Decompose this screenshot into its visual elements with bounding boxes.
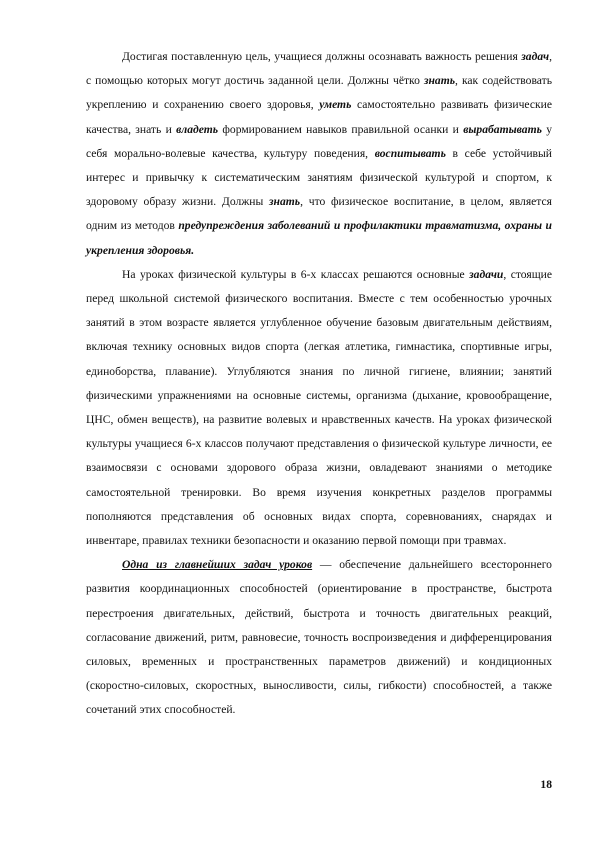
text-run: Достигая поставленную цель, учащиеся должны осознавать важность решения bbox=[122, 50, 522, 63]
text-run: , с помощью которых могут достичь заданной цели. Должны чётко bbox=[86, 50, 552, 88]
emphasized-text: владеть bbox=[176, 122, 219, 136]
paragraph bbox=[86, 45, 552, 263]
emphasized-text: вырабатывать bbox=[463, 122, 542, 136]
emphasized-text: воспитывать bbox=[374, 146, 446, 160]
emphasized-text: Одна из главнейших задач уроков bbox=[122, 558, 313, 572]
text-run: , как содействовать укреплению и сохранению своего здоровья, bbox=[86, 74, 552, 112]
text-run: , стоящие перед школьной системой физического воспитания. Вместе с тем особенностью урочных занятий в этом возрасте является углубленное обучение базовым двигательным действиям, включая технику основных видов спорта (легкая атлетика, гимнастика, спортивные игры, единоборства, плавание). Углубляются знания по личной гигиене, влиянии; занятий физическими упражнениями на основные системы, организма (дыхание, кровообращение, ЦНС, обмен веществ), на развитие волевых и нравственных качеств. На уроках физической культуры учащиеся 6-х классов получают представления о физической культуре личности, ее взаимосвязи с основами здорового образа жизни, овладевают знаниями о методике самостоятельной тренировки. Во время изучения конкретных разделов программы пополняются представления об основных видах спорта, соревнованиях, снарядах и инвентаре, правилах техники безопасности и оказанию первой помощи при травмах. bbox=[86, 267, 552, 548]
emphasized-text: знать bbox=[423, 74, 456, 88]
text-run: формированием навыков правильной осанки и bbox=[218, 122, 464, 136]
page-number: 18 bbox=[540, 778, 552, 791]
emphasized-text: знать bbox=[269, 195, 301, 209]
text-run: у себя морально-волевые качества, культуру поведения, bbox=[86, 122, 552, 160]
emphasized-text: задачи bbox=[469, 267, 504, 281]
paragraph bbox=[86, 553, 552, 722]
text-run: в себе устойчивый интерес и привычку к систематическим занятиям физической культурой и спортом, к здоровому образу жизни. Должны bbox=[86, 146, 553, 209]
emphasized-text: задач bbox=[521, 50, 550, 63]
text-run: самостоятельно развивать физические качества, знать и bbox=[86, 98, 552, 136]
emphasized-text: предупреждения заболеваний и профилактики травматизма, охраны и укрепления здоровья. bbox=[86, 219, 552, 257]
emphasized-text: уметь bbox=[319, 98, 352, 112]
paragraph bbox=[86, 263, 552, 553]
body-text bbox=[86, 45, 552, 723]
text-run: , что физическое воспитание, в целом, является одним из методов bbox=[86, 195, 552, 233]
text-run: На уроках физической культуры в 6-х классах решаются основные bbox=[122, 267, 470, 281]
text-run: — обеспечение дальнейшего всестороннего развития координационных способностей (ориентирование в пространстве, быстрота перестроения двигательных, действий, быстрота и точность двигательных реакций, согласование движений, ритм, равновесие, точность воспроизведения и дифференцирования силовых, временных и пространственных параметров движений) и кондиционных (скоростно-силовых, скоростных, выносливости, силы, гибкости) способностей, а также сочетаний этих способностей. bbox=[86, 558, 552, 717]
